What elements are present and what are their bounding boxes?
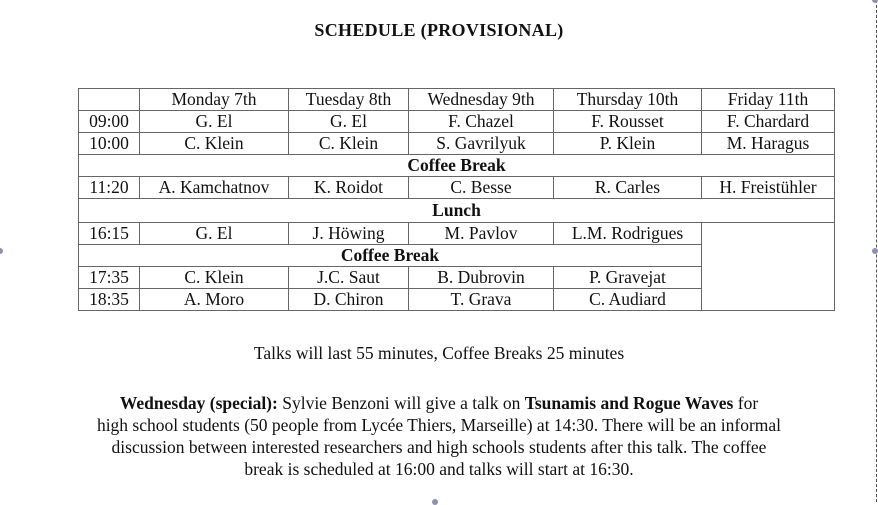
- table-cell: P. Gravejat: [554, 267, 702, 289]
- table-cell: H. Freistühler: [702, 177, 835, 199]
- time-cell: 09:00: [79, 111, 140, 133]
- time-cell: 11:20: [79, 177, 140, 199]
- table-row: [79, 133, 835, 155]
- break-row: [79, 199, 835, 223]
- table-cell: G. El: [140, 111, 289, 133]
- table-cell: G. El: [140, 223, 289, 245]
- table-cell: J. Höwing: [289, 223, 409, 245]
- table-cell: J.C. Saut: [289, 267, 409, 289]
- schedule-table: [78, 88, 835, 311]
- talk-title: Tsunamis and Rogue Waves: [524, 393, 734, 413]
- page-title: SCHEDULE (PROVISIONAL): [314, 20, 564, 40]
- table-cell: C. Besse: [409, 177, 554, 199]
- paragraph-line: break is scheduled at 16:00 and talks will start at 16:30.: [244, 459, 634, 479]
- table-cell: C. Klein: [140, 267, 289, 289]
- time-cell: 10:00: [79, 133, 140, 155]
- text-span: for: [733, 393, 759, 413]
- table-cell: M. Haragus: [702, 133, 835, 155]
- header-cell: Wednesday 9th: [409, 89, 554, 111]
- duration-note: Talks will last 55 minutes, Coffee Breaks 25 minutes: [253, 343, 625, 363]
- table-row: [79, 223, 835, 245]
- table-cell: M. Pavlov: [409, 223, 554, 245]
- table-cell: L.M. Rodrigues: [554, 223, 702, 245]
- table-cell: G. El: [289, 111, 409, 133]
- lunch-label: Lunch: [79, 199, 835, 223]
- table-cell: C. Klein: [289, 133, 409, 155]
- resize-handle[interactable]: [0, 248, 3, 254]
- header-cell: Tuesday 8th: [289, 89, 409, 111]
- table-cell: A. Moro: [140, 289, 289, 311]
- table-row: [79, 177, 835, 199]
- table-cell: C. Klein: [140, 133, 289, 155]
- table-row: [79, 111, 835, 133]
- resize-handle[interactable]: [872, 248, 878, 254]
- text-span: Sylvie Benzoni will give a talk on: [277, 393, 525, 413]
- header-cell: Monday 7th: [140, 89, 289, 111]
- table-cell: A. Kamchatnov: [140, 177, 289, 199]
- paragraph-line: discussion between interested researchers and high schools students after this talk. The coffee: [111, 437, 767, 457]
- special-paragraph: [0, 392, 878, 480]
- table-header-row: [79, 89, 835, 111]
- coffee-break-label: Coffee Break: [79, 155, 835, 177]
- table-cell: K. Roidot: [289, 177, 409, 199]
- resize-handle[interactable]: [872, 0, 878, 3]
- paragraph-line: high school students (50 people from Lycée Thiers, Marseille) at 14:30. There will be an informal: [96, 415, 782, 435]
- resize-handle[interactable]: [432, 499, 438, 505]
- table-cell: D. Chiron: [289, 289, 409, 311]
- header-cell: [79, 89, 140, 111]
- table-cell: C. Audiard: [554, 289, 702, 311]
- table-cell: S. Gavrilyuk: [409, 133, 554, 155]
- time-cell: 17:35: [79, 267, 140, 289]
- time-cell: 16:15: [79, 223, 140, 245]
- header-cell: Thursday 10th: [554, 89, 702, 111]
- header-cell: Friday 11th: [702, 89, 835, 111]
- table-cell: R. Carles: [554, 177, 702, 199]
- special-lead: Wednesday (special):: [119, 393, 278, 413]
- empty-friday-cell: [702, 223, 835, 311]
- table-cell: F. Rousset: [554, 111, 702, 133]
- table-cell: P. Klein: [554, 133, 702, 155]
- table-cell: B. Dubrovin: [409, 267, 554, 289]
- break-row: [79, 155, 835, 177]
- coffee-break-label: Coffee Break: [79, 245, 702, 267]
- table-cell: T. Grava: [409, 289, 554, 311]
- table-cell: F. Chardard: [702, 111, 835, 133]
- paragraph-line: [0, 392, 878, 414]
- time-cell: 18:35: [79, 289, 140, 311]
- table-cell: F. Chazel: [409, 111, 554, 133]
